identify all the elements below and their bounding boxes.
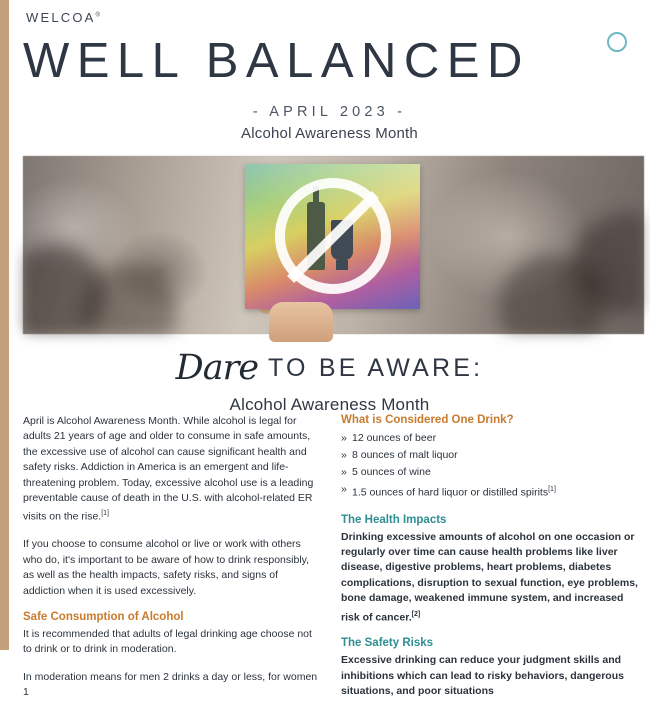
safe-consumption-paragraph-1: It is recommended that adults of legal drinking age choose not to drink or to drink in moderation. [23,627,312,656]
left-paragraph-1 [23,414,319,525]
masthead [23,30,643,92]
one-drink-section [341,414,644,502]
health-impacts-heading: The Health Impacts [341,513,447,526]
list-item: » 8 ounces of malt liquor [341,447,644,464]
masthead-title: WELL BALANCED [23,34,530,88]
left-paragraph-1-text: April is Alcohol Awareness Month. While alcohol is legal for adults 21 years of age and older to consume in safe amounts, the excessive use of alcohol can cause significant health and safety risks. Addiction in America is an emergent and life-threatening problem. Today, excessive alcohol use is a leading preventable cause of death in the U.S. with alcohol-related ER visits on the rise. [23,415,314,523]
left-column [23,414,319,713]
left-paragraph-1-footnote: [1] [101,510,109,518]
health-impacts-section [341,514,644,626]
health-impacts-footnote: [2] [411,610,421,618]
one-drink-list [341,430,644,502]
safe-consumption-section [23,611,319,701]
safe-consumption-heading: Safe Consumption of Alcohol [23,610,184,623]
welcoa-logo [26,10,100,25]
safe-consumption-paragraph-2: In moderation means for men 2 drinks a day or less, for women 1 [23,670,318,699]
issue-block [9,104,650,142]
hand-holding-card [269,302,333,342]
health-impacts-text: Drinking excessive amounts of alcohol on one occasion or regularly over time can cause health problems like liver disease, digestive problems, heart problems, diabetes complications, disruption to sexual function, eye problems, bone damage, weakened immune system, and increased risk of cancer. [341,530,638,624]
registered-mark: ® [95,12,100,19]
circle-outline-icon [607,32,627,52]
held-photo-card [245,164,420,309]
list-item: » 5 ounces of wine [341,464,644,481]
feature-headline [9,348,650,415]
list-item: » 12 ounces of beer [341,430,644,447]
safety-risks-heading: The Safety Risks [341,637,434,650]
right-column [341,414,644,712]
welcoa-logo-text: WELCOA [26,10,96,25]
safety-risks-paragraph: Excessive drinking can reduce your judgment skills and inhibitions which can lead to risky behaviors, dangerous situations, and poor situations [341,654,624,698]
feature-headline-rest: TO BE AWARE: [268,354,484,382]
feature-script-word: Dare [175,348,259,388]
health-impacts-paragraph [341,530,644,626]
one-drink-heading: What is Considered One Drink? [341,414,514,426]
page-content [9,0,650,699]
list-item [341,481,644,502]
list-item-text: 1.5 ounces of hard liquor or distilled spirits [352,486,549,499]
feature-headline-line [176,348,484,388]
left-accent-bar [0,0,9,650]
feature-subhead: Alcohol Awareness Month [229,395,430,414]
issue-subtitle: Alcohol Awareness Month [241,125,418,142]
safety-risks-section [341,637,644,699]
list-item-footnote: [1] [548,486,556,493]
hero-image [23,156,644,334]
left-paragraph-2: If you choose to consume alcohol or live or work with others who do, it's important to be aware of how to drink responsibly, as well as the health impacts, safety risks, and signs of addiction when it is used excessively. [23,538,310,597]
issue-date: - APRIL 2023 - [252,104,407,120]
